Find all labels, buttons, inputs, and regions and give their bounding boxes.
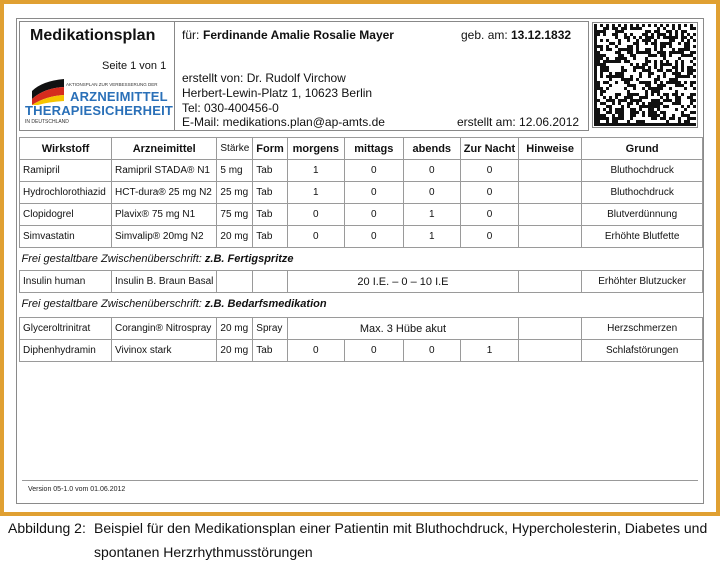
cell-form: Tab [253,340,288,362]
cell-morgens: 0 [287,340,344,362]
figure-caption-line2: spontanen Herzrhythmusstörungen [94,544,313,560]
figure-caption-line1 [8,520,707,536]
cell-mittags: 0 [344,340,403,362]
logo-text-arzneimittel: ARZNEIMITTEL [70,89,168,104]
cell-staerke: 20 mg [217,318,253,340]
cell-hinweise [519,204,582,226]
footer-divider [22,480,698,481]
cell-zur-nacht: 0 [460,226,518,248]
cell-abends: 0 [403,160,460,182]
cell-arzneimittel: Simvalip® 20mg N2 [112,226,217,248]
patient-name: Ferdinande Amalie Rosalie Mayer [203,28,394,42]
cell-hinweise [519,318,582,340]
header-title-box [19,21,175,131]
datamatrix-code [592,22,698,128]
cell-grund: Schlafstörungen [582,340,703,362]
cell-staerke: 5 mg [217,160,253,182]
page-indicator: Seite 1 von 1 [102,60,167,72]
cell-zur-nacht: 1 [460,340,518,362]
address: Herbert-Lewin-Platz 1, 10623 Berlin [182,86,373,100]
cell-grund: Erhöhte Blutfette [582,226,703,248]
cell-mittags: 0 [344,226,403,248]
cell-staerke: 25 mg [217,182,253,204]
logo-text-deutschland: IN DEUTSCHLAND [25,119,69,125]
cell-wirkstoff: Hydrochlorothiazid [20,182,112,204]
plan-title: Medikationsplan [30,27,156,44]
table-row [20,226,703,248]
cell-morgens: 1 [287,160,344,182]
datamatrix-code-icon [593,23,697,127]
section-heading-bedarfsmedikation [20,293,703,316]
section-emphasis: z.B. Bedarfsmedikation [204,298,327,310]
cell-mittags: 0 [344,182,403,204]
cell-form: Tab [253,226,288,248]
table-row [20,204,703,226]
cell-wirkstoff: Diphenhydramin [20,340,112,362]
col-mittags: mittags [344,138,403,160]
section-emphasis: z.B. Fertigspritze [204,253,294,265]
section-heading-fertigspritze [20,248,703,271]
table-row [20,271,703,293]
cell-zur-nacht: 0 [460,204,518,226]
cell-wirkstoff: Simvastatin [20,226,112,248]
cell-zur-nacht: 0 [460,160,518,182]
cell-form: Tab [253,182,288,204]
cell-grund: Bluthochdruck [582,182,703,204]
cell-abends: 1 [403,204,460,226]
patient-label: für: [182,28,200,42]
cell-abends: 0 [403,340,460,362]
table-row [20,160,703,182]
logo-subtitle: AKTIONSPLAN ZUR VERBESSERUNG DER [66,82,158,87]
col-form: Form [253,138,288,160]
cell-abends: 0 [403,182,460,204]
section-prefix: Frei gestaltbare Zwischenüberschrift: [21,253,202,265]
table-row [20,340,703,362]
dob-value: 13.12.1832 [511,28,572,42]
cell-staerke [217,271,253,293]
col-staerke: Stärke [217,138,253,160]
caption-text-1: Beispiel für den Medikationsplan einer Patientin mit Bluthochdruck, Hypercholesterin, Diabetes und [94,520,708,536]
cell-abends: 1 [403,226,460,248]
cell-form: Tab [253,204,288,226]
logo-text-therapiesicherheit: THERAPIESICHERHEIT [25,103,174,118]
medication-table [19,137,703,362]
col-wirkstoff: Wirkstoff [20,138,112,160]
cell-hinweise [519,226,582,248]
cell-form [253,271,288,293]
col-arzneimittel: Arzneimittel [112,138,217,160]
cell-wirkstoff: Ramipril [20,160,112,182]
cell-wirkstoff: Insulin human [20,271,112,293]
cell-arzneimittel: Plavix® 75 mg N1 [112,204,217,226]
cell-staerke: 20 mg [217,226,253,248]
cell-morgens: 1 [287,182,344,204]
cell-dosage-merged: 20 I.E. – 0 – 10 I.E [287,271,518,293]
cell-grund: Herzschmerzen [582,318,703,340]
cell-form: Spray [253,318,288,340]
cell-staerke: 20 mg [217,340,253,362]
cell-form: Tab [253,160,288,182]
cell-mittags: 0 [344,204,403,226]
cell-hinweise [519,340,582,362]
cell-wirkstoff: Glyceroltrinitrat [20,318,112,340]
section-prefix: Frei gestaltbare Zwischenüberschrift: [21,298,202,310]
cell-grund: Bluthochdruck [582,160,703,182]
version-note: Version 05-1.0 vom 01.06.2012 [28,486,126,493]
col-abends: abends [403,138,460,160]
cell-morgens: 0 [287,204,344,226]
cell-arzneimittel: Insulin B. Braun Basal [112,271,217,293]
caption-label: Abbildung 2: [8,520,86,536]
table-row [20,182,703,204]
col-zur-nacht: Zur Nacht [460,138,518,160]
creator: erstellt von: Dr. Rudolf Virchow [182,71,346,85]
german-flag-logo-icon [32,79,64,105]
cell-hinweise [519,160,582,182]
cell-hinweise [519,182,582,204]
cell-arzneimittel: HCT-dura® 25 mg N2 [112,182,217,204]
cell-grund: Erhöhter Blutzucker [582,271,703,293]
cell-arzneimittel: Ramipril STADA® N1 [112,160,217,182]
cell-zur-nacht: 0 [460,182,518,204]
phone: Tel: 030-400456-0 [182,101,279,115]
header-patient-box [175,21,589,131]
dob-label: geb. am: [461,28,508,42]
cell-morgens: 0 [287,226,344,248]
cell-hinweise [519,271,582,293]
cell-arzneimittel: Vivinox stark [112,340,217,362]
cell-grund: Blutverdünnung [582,204,703,226]
email: E-Mail: medikations.plan@ap-amts.de [182,115,385,129]
cell-arzneimittel: Corangin® Nitrospray [112,318,217,340]
cell-mittags: 0 [344,160,403,182]
col-morgens: morgens [287,138,344,160]
created-date: erstellt am: 12.06.2012 [457,115,580,129]
table-header-row [20,138,703,160]
cell-staerke: 75 mg [217,204,253,226]
col-grund: Grund [582,138,703,160]
cell-wirkstoff: Clopidogrel [20,204,112,226]
cell-dosage-merged: Max. 3 Hübe akut [287,318,518,340]
col-hinweise: Hinweise [519,138,582,160]
table-row [20,318,703,340]
